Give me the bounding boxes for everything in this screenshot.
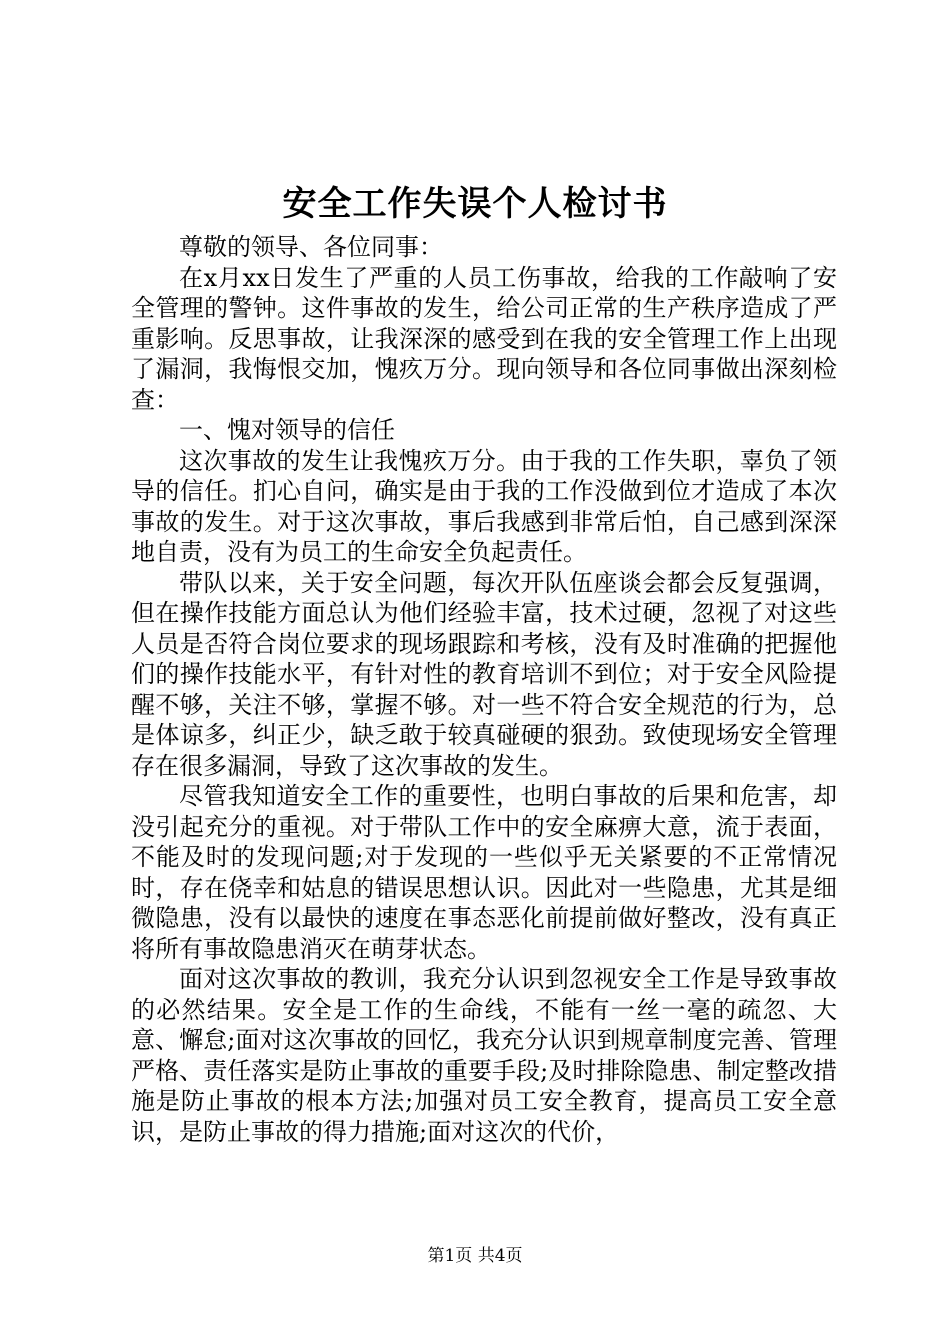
body-paragraph: 这次事故的发生让我愧疚万分。由于我的工作失职，辜负了领导的信任。扪心自问，确实是由于我的工作没做到位才造成了本次事故的发生。对于这次事故，事后我感到非常后怕，自己感到深深地自责，没有为员工的生命安全负起责任。 bbox=[131, 446, 837, 566]
body-paragraph: 带队以来，关于安全问题，每次开队伍座谈会都会反复强调，但在操作技能方面总认为他们经验丰富，技术过硬，忽视了对这些人员是否符合岗位要求的现场跟踪和考核，没有及时准确的把握他们的操作技能水平，有针对性的教育培训不到位；对于安全风险提醒不够，关注不够，掌握不够。对一些不符合安全规范的行为，总是体谅多，纠正少，缺乏敢于较真碰硬的狠劲。致使现场安全管理存在很多漏洞，导致了这次事故的发生。 bbox=[131, 568, 837, 780]
body-paragraph: 面对这次事故的教训，我充分认识到忽视安全工作是导致事故的必然结果。安全是工作的生命线，不能有一丝一毫的疏忽、大意、懈怠;面对这次事故的回忆，我充分认识到规章制度完善、管理严格、责任落实是防止事故的重要手段;及时排除隐患、制定整改措施是防止事故的根本方法;加强对员工安全教育，提高员工安全意识，是防止事故的得力措施;面对这次的代价， bbox=[131, 965, 837, 1146]
section-heading: 一、愧对领导的信任 bbox=[179, 416, 395, 444]
document-body bbox=[131, 232, 837, 1147]
salutation-paragraph: 尊敬的领导、各位同事： bbox=[179, 233, 443, 261]
document-title: 安全工作失误个人检讨书 bbox=[282, 184, 668, 224]
body-paragraph: 尽管我知道安全工作的重要性，也明白事故的后果和危害，却没引起充分的重视。对于带队工作中的安全麻痹大意，流于表面，不能及时的发现问题;对于发现的一些似乎无关紧要的不正常情况时，存在侥幸和姑息的错误思想认识。因此对一些隐患，尤其是细微隐患，没有以最快的速度在事态恶化前提前做好整改，没有真正将所有事故隐患消灭在萌芽状态。 bbox=[131, 782, 837, 963]
page-number-footer: 第1页 共4页 bbox=[427, 1246, 523, 1266]
body-paragraph: 在x月xx日发生了严重的人员工伤事故，给我的工作敲响了安全管理的警钟。这件事故的发生，给公司正常的生产秩序造成了严重影响。反思事故，让我深深的感受到在我的安全管理工作上出现了漏洞，我悔恨交加，愧疚万分。现向领导和各位同事做出深刻检查： bbox=[131, 263, 837, 414]
